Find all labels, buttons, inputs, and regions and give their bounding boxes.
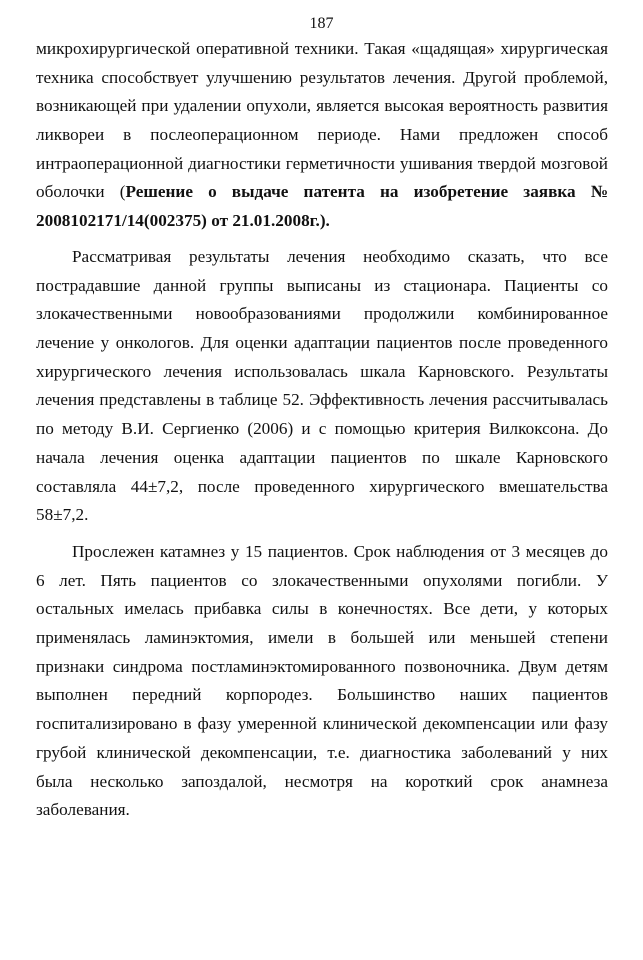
- text-line: [36, 207, 608, 236]
- text-line: [36, 64, 608, 93]
- text-run: применялась ламинэктомия, имели в большей или меньшей степени: [36, 628, 608, 648]
- text-run: по методу В.И. Сергиенко (2006) и с помощью критерия Вилкоксона. До: [36, 419, 608, 439]
- text-run: выполнен передний корпородез. Большинство наших пациентов: [36, 685, 608, 705]
- text-run: интраоперационной диагностики герметичности ушивания твердой мозговой: [36, 153, 608, 173]
- text-line: [36, 329, 608, 358]
- text-run: оболочки (: [36, 182, 126, 202]
- text-run: была несколько запоздалой, несмотря на короткий срок анамнеза: [36, 771, 608, 791]
- text-line: [36, 796, 608, 825]
- text-line: [36, 567, 608, 596]
- text-line: [36, 681, 608, 710]
- bold-text: Решение о выдаче патента на изобретение заявка №: [125, 182, 608, 202]
- text-line: [36, 358, 608, 387]
- text-line: [36, 595, 608, 624]
- text-line: [36, 768, 608, 797]
- text-run: возникающей при удалении опухоли, является высокая вероятность развития: [36, 96, 608, 116]
- text-run: остальных имелась прибавка силы в конечностях. Все дети, у которых: [36, 599, 608, 619]
- text-run: пострадавшие данной группы выписаны из стационара. Пациенты со: [36, 275, 608, 295]
- text-line: [36, 538, 608, 567]
- text-run: Рассматривая результаты лечения необходимо сказать, что все: [72, 247, 608, 266]
- text-line: [36, 739, 608, 768]
- paragraph-3: [36, 538, 608, 825]
- text-run: признаки синдрома постламинэктомированного позвоночника. Двум детям: [36, 656, 608, 676]
- text-line: [36, 444, 608, 473]
- text-line: [36, 415, 608, 444]
- text-run: техника способствует улучшению результатов лечения. Другой проблемой,: [36, 67, 608, 87]
- paragraph-2: [36, 243, 608, 530]
- text-run: микрохирургической оперативной техники. Такая «щадящая» хирургическая: [36, 39, 608, 58]
- page-number: 187: [309, 15, 334, 32]
- text-run: заболевания.: [36, 800, 130, 820]
- paragraph-1: [36, 35, 608, 236]
- text-line: [36, 272, 608, 301]
- text-run: составляла 44±7,2, после проведенного хирургического вмешательства: [36, 476, 608, 496]
- text-line: [36, 35, 608, 64]
- text-run: начала лечения оценка адаптации пациентов по шкале Карновского: [36, 447, 608, 467]
- text-line: [36, 300, 608, 329]
- text-line: [36, 92, 608, 121]
- text-run: грубой клинической декомпенсации, т.е. диагностика заболеваний у них: [36, 742, 608, 762]
- text-run: злокачественными новообразованиями продолжили комбинированное: [36, 304, 608, 324]
- text-run: лечения представлены в таблице 52. Эффективность лечения рассчитывалась: [36, 390, 608, 410]
- text-line: [36, 653, 608, 682]
- text-line: [36, 150, 608, 179]
- text-line: [36, 386, 608, 415]
- text-line: [36, 121, 608, 150]
- text-run: ликвореи в послеоперационном периоде. Нами предложен способ: [36, 125, 608, 145]
- text-line: [36, 501, 608, 530]
- text-run: лечение у онкологов. Для оценки адаптации пациентов после проведенного: [36, 333, 608, 353]
- text-line: [36, 624, 608, 653]
- text-run: 58±7,2.: [36, 505, 89, 525]
- text-run: 6 лет. Пять пациентов со злокачественными опухолями погибли. У: [36, 570, 608, 590]
- bold-text: 2008102171/14(002375) от 21.01.2008г.).: [36, 211, 330, 231]
- text-run: госпитализировано в фазу умеренной клинической декомпенсации или фазу: [36, 714, 608, 734]
- text-line: [36, 178, 608, 207]
- text-line: [36, 243, 608, 272]
- text-line: [36, 473, 608, 502]
- text-line: [36, 710, 608, 739]
- text-run: хирургического лечения использовалась шкала Карновского. Результаты: [36, 361, 608, 381]
- text-run: Прослежен катамнез у 15 пациентов. Срок наблюдения от 3 месяцев до: [72, 542, 608, 561]
